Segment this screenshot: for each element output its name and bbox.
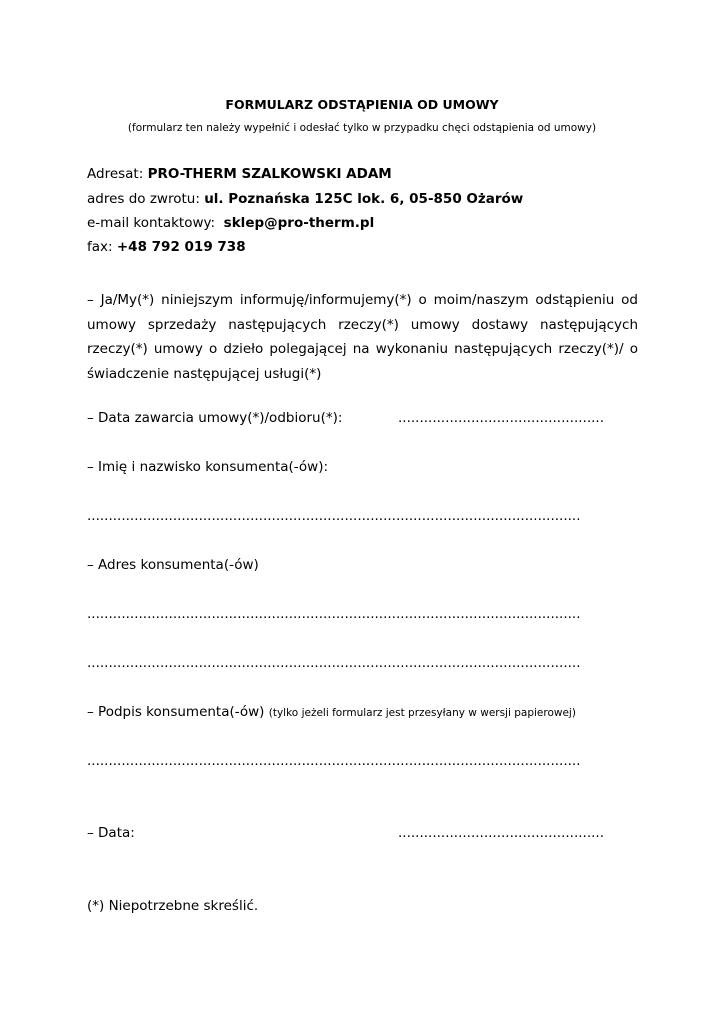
- form-subtitle: (formularz ten należy wypełnić i odesłać tylko w przypadku chęci odstąpienia od umowy): [127, 122, 597, 134]
- form-title: FORMULARZ ODSTĄPIENIA OD UMOWY: [225, 97, 499, 112]
- consumer-address-label: – Adres konsumenta(-ów): [87, 557, 259, 573]
- email-value: sklep@pro-therm.pl: [223, 215, 375, 231]
- return-address-label: adres do zwrotu:: [87, 191, 205, 207]
- consumer-address-dots-1: ...................................................................................................................: [87, 606, 581, 622]
- consumer-address-dots-2: ...................................................................................................................: [87, 655, 581, 671]
- addressee-line: [87, 166, 392, 182]
- signature-label: – Podpis konsumenta(-ów): [87, 704, 265, 720]
- signature-line: [87, 704, 576, 720]
- fax-line: [87, 239, 246, 255]
- contract-date-dots: ................................................: [398, 410, 604, 426]
- signature-note: (tylko jeżeli formularz jest przesyłany w wersji papierowej): [268, 707, 576, 719]
- return-address-line: [87, 191, 523, 207]
- email-line: [87, 215, 374, 231]
- contract-date-label: – Data zawarcia umowy(*)/odbioru(*):: [87, 410, 343, 426]
- return-address-value: ul. Poznańska 125C lok. 6, 05-850 Ożarów: [204, 191, 524, 207]
- date-dots: ................................................: [398, 825, 604, 841]
- consumer-name-label: – Imię i nazwisko konsumenta(-ów):: [87, 459, 329, 475]
- footnote: (*) Niepotrzebne skreślić.: [87, 898, 259, 914]
- fax-value: +48 792 019 738: [116, 239, 246, 255]
- consumer-name-dots: ...................................................................................................................: [87, 508, 581, 524]
- signature-dots: ...................................................................................................................: [87, 753, 581, 769]
- addressee-label: Adresat:: [87, 166, 148, 182]
- date-label: – Data:: [87, 825, 135, 841]
- declaration-paragraph: – Ja/My(*) niniejszym informuję/informujemy(*) o moim/naszym odstąpieniu od umowy sprzedaży następujących rzeczy(*) umowy dostawy następujących rzeczy(*) umowy o dzieło polegającej na wykonaniu następujących rzeczy(*)/ o świadczenie następującej usługi(*): [87, 292, 638, 383]
- addressee-value: PRO-THERM SZALKOWSKI ADAM: [147, 166, 392, 182]
- fax-label: fax:: [87, 239, 117, 255]
- email-label: e-mail kontaktowy:: [87, 215, 220, 231]
